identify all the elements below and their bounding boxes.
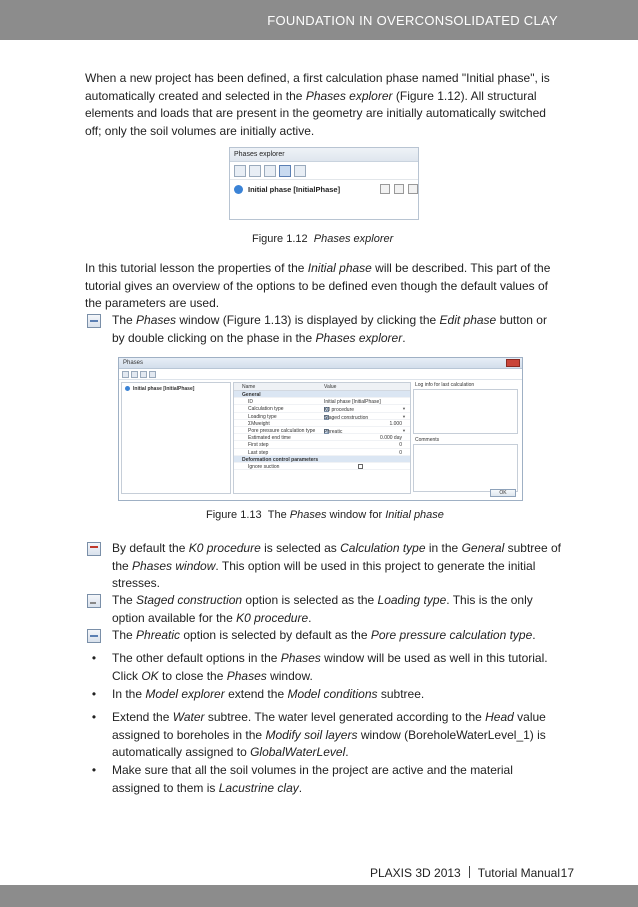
text-italic: Model conditions: [287, 687, 378, 701]
text: subtree. The water level generated according to the: [204, 710, 486, 724]
text: The other default options in the: [112, 651, 281, 665]
insert-phase-icon[interactable]: [249, 165, 261, 177]
page-number: 17: [560, 866, 574, 880]
text: In the: [112, 687, 146, 701]
text: . This is the only option available for the: [112, 593, 533, 625]
bullet-item: [85, 709, 560, 762]
bullet-item: [85, 686, 560, 704]
icon-item-calculation-type: [85, 540, 560, 593]
bullet-marker: •: [91, 651, 97, 665]
prop-value: Staged construction: [324, 414, 369, 421]
prop-row: [234, 398, 410, 405]
text-italic: Staged construction: [136, 593, 243, 607]
caption-text: Phases explorer: [313, 233, 394, 245]
prop-name: Pore pressure calculation type: [248, 427, 316, 434]
icon-item-edit-phase: [85, 312, 560, 348]
phase-label: Initial phase [InitialPhase]: [133, 386, 195, 392]
chevron-down-icon[interactable]: ▼: [402, 427, 406, 433]
text: .: [402, 330, 406, 345]
caption-text: The: [267, 509, 290, 521]
text-italic: Loading type: [377, 593, 447, 607]
window-title: Phases: [123, 360, 144, 366]
column-header-value: Value: [324, 384, 337, 390]
item-text: [112, 709, 562, 762]
running-header: FOUNDATION IN OVERCONSOLIDATED CLAY: [267, 13, 558, 28]
bullet-marker: •: [91, 710, 97, 724]
toolbar: [230, 162, 418, 180]
manual-name: PLAXIS 3D 2013: [370, 866, 461, 880]
window-title: Phases explorer: [230, 148, 418, 162]
text: is selected as: [260, 541, 341, 555]
window-titlebar: [119, 358, 522, 369]
bullet-item: [85, 762, 560, 798]
ok-button[interactable]: OK: [490, 489, 516, 497]
comments-label: Comments: [415, 437, 440, 443]
caption-number: Figure 1.12: [252, 233, 308, 245]
prop-name: Ignore suction: [248, 463, 280, 470]
grid-header: [234, 383, 410, 391]
text: The: [112, 593, 137, 607]
toolbar: [119, 369, 522, 380]
log-box: [413, 389, 518, 434]
text-italic: Phases explorer: [315, 330, 403, 345]
group-deformation[interactable]: [234, 456, 410, 463]
item-text: [112, 540, 562, 593]
pore-pressure-icon: [85, 627, 103, 649]
column-header-name: Name: [242, 384, 256, 390]
text-italic: Modify soil layers: [265, 727, 358, 742]
phases-tree: [121, 382, 231, 494]
prop-name: Calculation type: [248, 406, 284, 413]
prop-row: [234, 441, 410, 448]
text-italic: Head: [485, 710, 514, 724]
text: Make sure that all the soil volumes in the project are active and the material assigned to them is: [112, 763, 513, 795]
text-italic: General: [461, 541, 505, 555]
icon-item-loading-type: [85, 592, 560, 628]
close-button[interactable]: [506, 359, 520, 367]
item-text: [112, 627, 562, 645]
text-italic: Phases: [280, 651, 321, 665]
prop-row: [234, 405, 410, 412]
text-italic: Phases: [226, 668, 267, 683]
text-italic: Pore pressure calculation type: [370, 628, 533, 642]
text: window (Figure 1.13) is displayed by clicking the: [176, 313, 440, 327]
insert-phase-icon[interactable]: [131, 371, 138, 378]
prop-row: [234, 427, 410, 434]
bullet-marker: •: [91, 687, 97, 701]
comments-textarea[interactable]: [413, 444, 518, 492]
footer-bar: [0, 885, 638, 907]
text: button or by double clicking on the phase in the: [112, 313, 547, 345]
text: . This option will be used in this project to generate the initial stresses.: [112, 558, 536, 590]
text: In this tutorial lesson the properties of the: [85, 261, 308, 275]
prop-name: Last step: [248, 449, 269, 456]
ignore-suction-checkbox[interactable]: [358, 464, 363, 469]
text-italic: OK: [141, 668, 159, 683]
prop-value[interactable]: Initial phase [InitialPhase]: [324, 399, 381, 406]
chevron-down-icon[interactable]: ▼: [402, 413, 406, 419]
prop-name: First step: [248, 442, 269, 449]
caption-text-italic: Phases: [289, 509, 327, 521]
text-italic: Phases explorer: [305, 88, 393, 103]
bullet-marker: •: [91, 763, 97, 777]
phase-row[interactable]: [125, 386, 194, 392]
text: Extend the: [112, 710, 173, 724]
prop-row: [234, 434, 410, 441]
header-bar: [0, 0, 638, 40]
prop-row: [234, 413, 410, 420]
bullet-item: [85, 650, 560, 686]
calculation-type-icon: [85, 540, 103, 562]
group-label: General: [242, 392, 261, 398]
text: option is selected by default as the: [180, 628, 371, 642]
item-text: [112, 762, 562, 797]
prop-name: ΣMweight: [248, 420, 270, 427]
item-text: [112, 650, 562, 685]
text: subtree of the: [112, 541, 561, 573]
text: window will be used as well in this tutorial. Click: [112, 651, 548, 683]
footer-manual: [370, 866, 560, 880]
text: When a new project has been defined, a first calculation phase named "Initial phase", is automatically created and selected in the: [85, 71, 550, 103]
phase-label: Initial phase [InitialPhase]: [248, 185, 341, 194]
text-italic: K0 procedure: [188, 541, 261, 555]
delete-phase-icon[interactable]: [264, 165, 276, 177]
text: option is selected as the: [242, 593, 378, 607]
section-name: Tutorial Manual: [477, 866, 560, 880]
prop-value[interactable]: 1.000: [389, 420, 402, 427]
text-italic: Phreatic: [136, 628, 181, 642]
text: window.: [266, 668, 313, 683]
prop-name: Estimated end time: [248, 435, 291, 442]
text-italic: Edit phase: [439, 313, 497, 327]
prop-value: K0 procedure: [324, 407, 355, 414]
edit-phase-button-icon: [85, 312, 103, 334]
doc-icon: [394, 184, 404, 194]
phases-window-figure: [118, 357, 523, 501]
text: The: [112, 313, 137, 327]
text: will be described. This part of the tutorial gives an overview of the options to be defined even though the default values of the parameters are used.: [85, 261, 551, 310]
text: By default the: [112, 541, 189, 555]
edit-phase-icon[interactable]: [279, 165, 291, 177]
text: window (BoreholeWaterLevel_1) is automatically assigned to: [112, 727, 546, 759]
prop-row: [234, 463, 410, 470]
group-label: Deformation control parameters: [242, 456, 319, 463]
prop-value[interactable]: 0.000 day: [380, 435, 402, 442]
text: .: [308, 610, 312, 625]
text: (Figure 1.12). All structural elements and loads that are present in the geometry are initially automatically switched off; only the soil volumes are initially active.: [85, 88, 546, 138]
caption-text: window for: [326, 509, 386, 521]
calc-icon: [380, 184, 390, 194]
copy-phase-icon[interactable]: [294, 165, 306, 177]
group-general[interactable]: [234, 391, 410, 398]
text: .: [532, 628, 536, 642]
text: in the: [425, 541, 462, 555]
text: .: [345, 745, 349, 759]
text-italic: GlobalWaterLevel: [250, 745, 346, 759]
phase-status-icon: [125, 386, 130, 391]
text-italic: Phases: [136, 313, 177, 327]
caption-text-italic: Initial phase: [385, 509, 444, 521]
phase-row[interactable]: [234, 183, 414, 197]
caption-number: Figure 1.13: [206, 509, 262, 521]
property-grid: [233, 382, 411, 494]
text: The: [112, 628, 137, 642]
footer-divider: [469, 866, 470, 878]
item-text: [112, 312, 562, 347]
item-text: [112, 592, 562, 627]
text-italic: Calculation type: [340, 541, 426, 555]
text-italic: Model explorer: [145, 687, 225, 701]
phases-explorer-figure: [229, 147, 419, 220]
prop-name: ID: [248, 399, 253, 406]
prop-value: Phreatic: [324, 428, 343, 435]
text-italic: Water: [172, 710, 205, 724]
add-phase-icon[interactable]: [122, 371, 129, 378]
phase-status-icon: [234, 185, 243, 194]
text: .: [298, 780, 303, 795]
text: extend the: [224, 687, 288, 701]
text: subtree.: [377, 687, 425, 701]
figure-caption-1-12: [252, 233, 393, 245]
prop-value[interactable]: 0: [399, 442, 402, 449]
figure-caption-1-13: [206, 509, 444, 521]
prop-value[interactable]: 0: [399, 449, 402, 456]
add-phase-icon[interactable]: [234, 165, 246, 177]
flag-icon: [408, 184, 418, 194]
intro-paragraph: [85, 70, 560, 140]
paragraph-2: [85, 260, 560, 313]
view-icon[interactable]: [149, 371, 156, 378]
text: to close the: [158, 668, 227, 683]
text-italic: K0 procedure: [236, 610, 309, 625]
loading-type-icon: [85, 592, 103, 614]
prop-row: [234, 449, 410, 456]
chevron-down-icon[interactable]: ▼: [402, 406, 406, 412]
prop-name: Loading type: [248, 413, 277, 420]
item-text: [112, 686, 562, 704]
text-italic: Initial phase: [307, 261, 372, 275]
log-label: Log info for last calculation: [415, 382, 475, 388]
delete-phase-icon[interactable]: [140, 371, 147, 378]
text: value assigned to boreholes in the: [112, 710, 546, 742]
text-italic: Lacustrine clay: [218, 780, 299, 795]
icon-item-pore-pressure: [85, 627, 560, 645]
prop-row: [234, 420, 410, 427]
text-italic: Phases window: [132, 558, 216, 573]
